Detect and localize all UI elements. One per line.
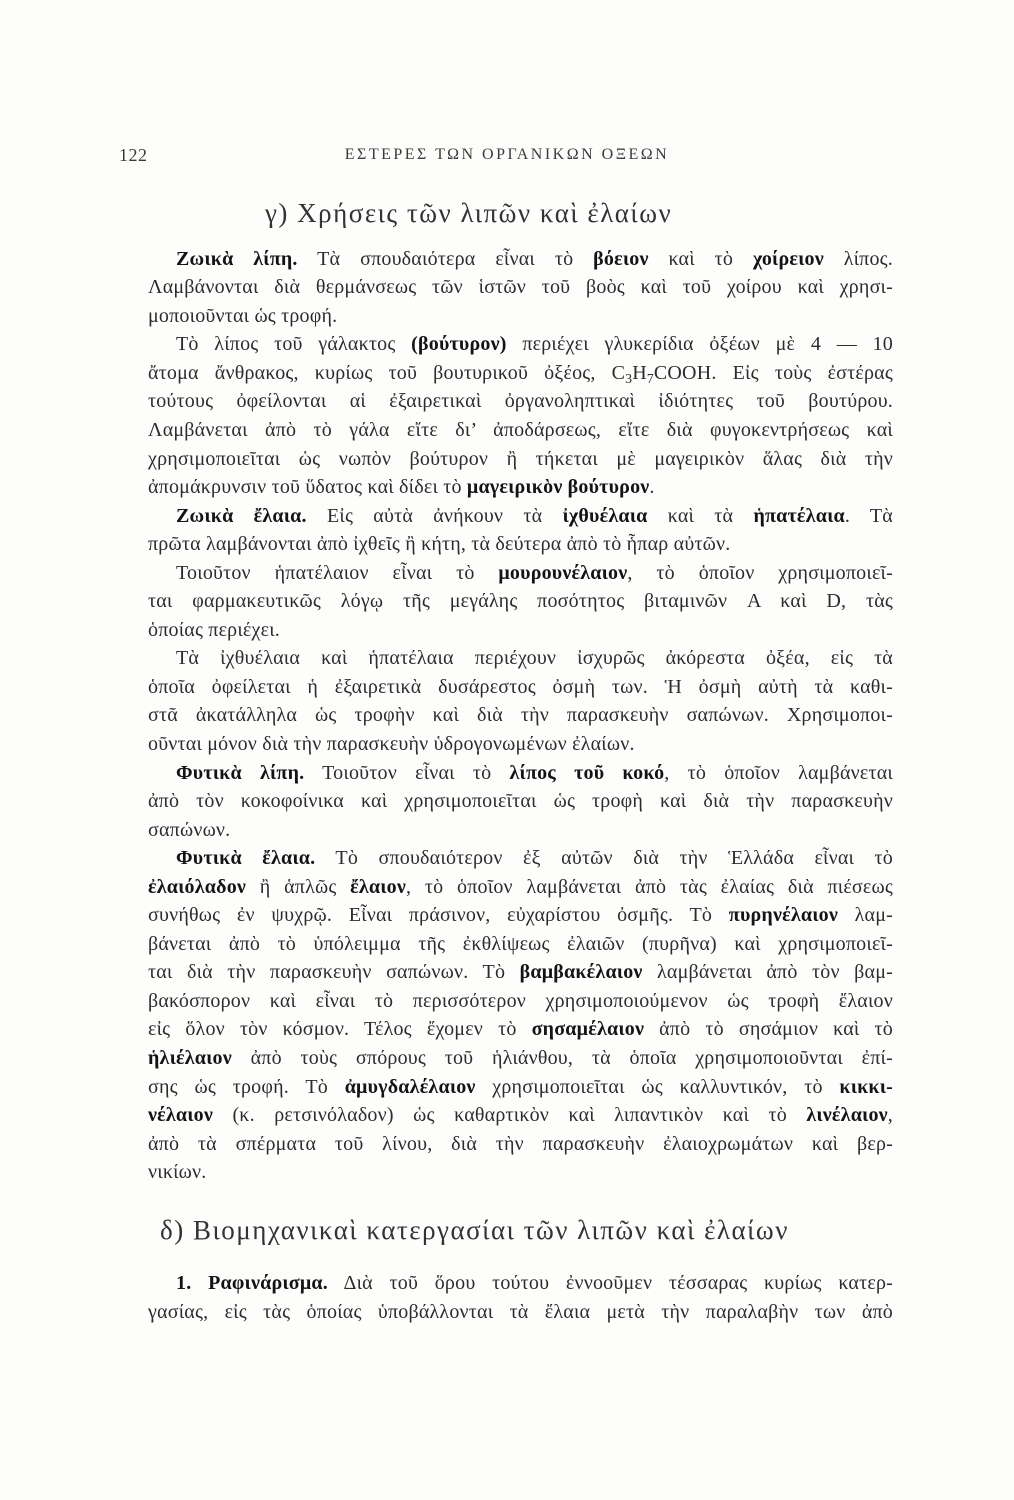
text-run: Εἰς αὐτὰ ἀνήκουν τὰ xyxy=(306,504,563,527)
bold-term: λίπος τοῦ κοκό xyxy=(509,761,665,784)
text-line xyxy=(148,559,893,588)
bold-term: νέλαιον xyxy=(148,1104,214,1127)
text-run: Τοιοῦτον εἶναι τὸ xyxy=(304,761,510,784)
text-run: ὁποῖα ὀφείλεται ἡ ἐξαιρετικὰ δυσάρεστος ὀσμὴ των. Ἡ ὀσμὴ αὐτὴ τὰ καθι- xyxy=(148,675,893,698)
bold-term: Φυτικὰ λίπη. xyxy=(176,761,305,784)
text-run: Τὸ σπουδαιότερον ἐξ αὐτῶν διὰ τὴν Ἑλλάδα εἶναι τὸ xyxy=(315,847,893,870)
text-run: λαμβάνεται ἀπὸ τὸν βαμ- xyxy=(642,961,894,984)
text-run: Διὰ τοῦ ὅρου τούτου ἐννοοῦμεν τέσσαρας κυρίως κατερ- xyxy=(327,1272,893,1295)
text-line xyxy=(148,930,893,959)
text-line xyxy=(148,644,893,673)
text-run: πρῶτα λαμβάνονται ἀπὸ ἰχθεῖς ἢ κήτη, τὰ δεύτερα ἀπὸ τὸ ἧπαρ αὐτῶν. xyxy=(148,533,731,556)
text-run: ἢ ἁπλῶς xyxy=(246,875,351,898)
page-number: 122 xyxy=(119,145,148,165)
bold-term: σησαμέλαιον xyxy=(531,1018,645,1041)
text-run: μοποιοῦνται ὡς τροφή. xyxy=(148,304,338,327)
text-run: Τὰ ἰχθυέλαια καὶ ἡπατέλαια περιέχουν ἰσχυρῶς ἀκόρεστα ὀξέα, εἰς τὰ xyxy=(176,647,893,670)
bold-term: 1. Ραφινάρισμα. xyxy=(176,1272,328,1295)
text-run: . Τὰ xyxy=(844,504,893,527)
section-heading: δ) Βιομηχανικαὶ κατεργασίαι τῶν λιπῶν καὶ ἐλαίων xyxy=(160,1215,789,1246)
text-run: νικίων. xyxy=(148,1161,207,1184)
text-line xyxy=(148,302,893,331)
subscript: 3 xyxy=(625,370,633,386)
text-run: , τὸ ὁποῖον λαμβάνεται xyxy=(664,761,893,784)
text-line xyxy=(148,730,893,759)
paragraph xyxy=(148,245,893,331)
bold-term: βαμβακέλαιον xyxy=(519,961,643,984)
paragraph xyxy=(148,644,893,758)
text-line xyxy=(148,330,893,359)
section-text xyxy=(148,245,893,1187)
bold-term: βόειον xyxy=(593,247,649,270)
bold-term: Ζωικὰ λίπη. xyxy=(176,247,298,270)
text-line xyxy=(148,987,893,1016)
bold-term: ἡλιέλαιον xyxy=(148,1047,232,1069)
text-run: (κ. ρετσινόλαδον) ὡς καθαρτικὸν καὶ λιπαντικὸν καὶ τὸ xyxy=(213,1104,807,1127)
text-line xyxy=(148,616,893,645)
text-line xyxy=(148,759,893,788)
text-line xyxy=(148,1073,893,1102)
text-run: Λαμβάνεται ἀπὸ τὸ γάλα εἴτε δι’ ἀποδάρσεως, εἴτε διὰ φυγοκεντρήσεως καὶ xyxy=(148,418,893,441)
text-run: στᾶ ἀκατάλληλα ὡς τροφὴν καὶ διὰ τὴν παρασκευὴν σαπώνων. Χρησιμοποι- xyxy=(148,704,893,727)
text-line xyxy=(148,673,893,702)
text-run: ἀπομάκρυνσιν τοῦ ὕδατος καὶ δίδει τὸ xyxy=(148,476,467,499)
text-run: λαμ- xyxy=(837,904,894,927)
text-run: ἀπὸ τὸν κοκοφοίνικα καὶ χρησιμοποιεῖται ὡς τροφὴ καὶ διὰ τὴν παρασκευὴν xyxy=(148,790,893,813)
text-line xyxy=(148,1158,893,1187)
text-line xyxy=(148,359,893,388)
bold-term: ἰχθυέλαια xyxy=(562,504,648,527)
text-run: COOH. Εἰς τοὺς ἐστέρας xyxy=(653,361,893,384)
text-line xyxy=(148,958,893,987)
text-run: ται διὰ τὴν παρασκευὴν σαπώνων. Τὸ xyxy=(148,961,520,984)
bold-term: ἔλαιον xyxy=(350,875,407,898)
section-heading: γ) Χρήσεις τῶν λιπῶν καὶ ἐλαίων xyxy=(265,198,673,228)
bold-term: μαγειρικὸν βούτυρον xyxy=(466,476,650,499)
text-line xyxy=(148,273,893,302)
text-line xyxy=(148,901,893,930)
text-run: Τὰ σπουδαιότερα εἶναι τὸ xyxy=(297,247,594,270)
text-run: σαπώνων. xyxy=(148,818,231,841)
text-line xyxy=(148,1015,893,1044)
bold-term: λινέλαιον xyxy=(806,1104,888,1127)
text-line xyxy=(148,1101,893,1130)
text-run: χρησιμοποιεῖται ὡς νωπὸν βούτυρον ἢ τήκεται μὲ μαγειρικὸν ἅλας διὰ τὴν xyxy=(148,447,893,470)
running-title: ΕΣΤΕΡΕΣ ΤΩΝ ΟΡΓΑΝΙΚΩΝ ΟΞΕΩΝ xyxy=(344,146,670,163)
paragraph xyxy=(148,844,893,1187)
bold-term: κικκι- xyxy=(839,1075,893,1098)
text-run: , xyxy=(887,1104,893,1127)
bold-term: ἀμυγδαλέλαιον xyxy=(344,1075,476,1098)
section-industrial-processing xyxy=(148,1210,893,1326)
text-run: γασίας, εἰς τὰς ὁποίας ὑποβάλλονται τὰ ἔλαια μετὰ τὴν παραλαβὴν των ἀπὸ xyxy=(148,1300,893,1323)
text-run: χρησιμοποιεῖται ὡς καλλυντικόν, τὸ xyxy=(475,1075,840,1098)
text-run: σης ὡς τροφή. Τὸ xyxy=(148,1075,345,1098)
bold-term: Ζωικὰ ἔλαια. xyxy=(176,504,307,527)
text-run: βακόσπορον καὶ εἶναι τὸ περισσότερον χρησιμοποιούμενον ὡς τροφὴ ἔλαιον xyxy=(148,989,893,1012)
text-line xyxy=(148,1298,893,1327)
paragraph xyxy=(148,502,893,559)
subscript: 7 xyxy=(646,370,654,386)
text-line xyxy=(148,816,893,845)
paragraph xyxy=(148,330,893,501)
text-line xyxy=(148,473,893,502)
text-run: H xyxy=(632,361,647,384)
paragraph xyxy=(148,1269,893,1326)
text-run: Τὸ λίπος τοῦ γάλακτος xyxy=(176,333,412,356)
text-run: , τὸ ὁποῖον λαμβάνεται ἀπὸ τὰς ἐλαίας διὰ πιέσεως xyxy=(406,875,893,898)
text-run: ται φαρμακευτικῶς λόγῳ τῆς μεγάλης ποσότητος βιταμινῶν A καὶ D, τὰς xyxy=(148,590,893,613)
bold-term: μουρουνέλαιον xyxy=(498,561,628,584)
text-line xyxy=(148,502,893,531)
paragraph xyxy=(148,559,893,645)
bold-term: ἐλαιόλαδον xyxy=(148,875,247,898)
text-run: Λαμβάνονται διὰ θερμάνσεως τῶν ἱστῶν τοῦ βοὸς καὶ τοῦ χοίρου καὶ χρησι- xyxy=(148,276,893,299)
bold-term: ἡπατέλαια xyxy=(753,504,845,527)
text-line xyxy=(148,387,893,416)
text-run: περιέχει γλυκερίδια ὀξέων μὲ 4 — 10 xyxy=(506,333,893,356)
text-run: ἀπὸ τοὺς σπόρους τοῦ ἡλιάνθου, τὰ ὁποῖα χρησιμοποιοῦνται ἐπί- xyxy=(231,1047,893,1069)
text-run: λίπος. xyxy=(823,247,894,270)
text-run: βάνεται ἀπὸ τὸ ὑπόλειμμα τῆς ἐκθλίψεως ἐλαιῶν (πυρῆνα) καὶ χρησιμοποιεῖ- xyxy=(148,932,893,955)
text-run: συνήθως ἐν ψυχρῷ. Εἶναι πράσινον, εὐχαρίστου ὀσμῆς. Τὸ xyxy=(148,904,729,927)
section-text xyxy=(148,1269,893,1326)
text-run: ἀπὸ τὰ σπέρματα τοῦ λίνου, διὰ τὴν παρασκευὴν ἐλαιοχρωμάτων καὶ βερ- xyxy=(148,1132,893,1155)
text-line xyxy=(148,445,893,474)
text-line xyxy=(148,587,893,616)
paragraph xyxy=(148,759,893,845)
text-run: οῦνται μόνον διὰ τὴν παρασκευὴν ὑδρογονωμένων ἐλαίων. xyxy=(148,732,635,755)
text-line xyxy=(148,701,893,730)
text-run: ἄτομα ἄνθρακος, κυρίως τοῦ βουτυρικοῦ ὀξέος, C xyxy=(148,361,626,384)
text-line xyxy=(148,416,893,445)
text-line xyxy=(148,844,893,873)
text-line xyxy=(148,873,893,902)
text-run: ἀπὸ τὸ σησάμιον καὶ τὸ xyxy=(644,1018,893,1041)
page-body xyxy=(148,193,893,1326)
text-run: καὶ τὸ xyxy=(648,247,753,270)
text-run: ὁποίας περιέχει. xyxy=(148,618,280,641)
text-run: καὶ τὰ xyxy=(647,504,754,527)
bold-term: πυρηνέλαιον xyxy=(728,904,838,927)
text-run: Τοιοῦτον ἡπατέλαιον εἶναι τὸ xyxy=(176,561,499,584)
section-uses-of-fats-and-oils xyxy=(148,193,893,1187)
text-line xyxy=(148,1044,893,1073)
text-line xyxy=(148,245,893,274)
text-run: , τὸ ὁποῖον χρησιμοποιεῖ- xyxy=(627,561,893,584)
text-line xyxy=(148,530,893,559)
text-line xyxy=(148,1130,893,1159)
text-line xyxy=(148,1269,893,1298)
text-run: τούτους ὀφείλονται αἱ ἐξαιρετικαὶ ὀργανοληπτικαὶ ἰδιότητες τοῦ βουτύρου. xyxy=(148,390,893,413)
bold-term: (βούτυρον) xyxy=(411,333,507,356)
text-run: . xyxy=(649,476,655,499)
text-run: εἰς ὅλον τὸν κόσμον. Τέλος ἔχομεν τὸ xyxy=(148,1018,532,1041)
bold-term: χοίρειον xyxy=(752,247,824,270)
text-line xyxy=(148,787,893,816)
bold-term: Φυτικὰ ἔλαια. xyxy=(176,847,316,870)
running-header xyxy=(0,142,1014,168)
